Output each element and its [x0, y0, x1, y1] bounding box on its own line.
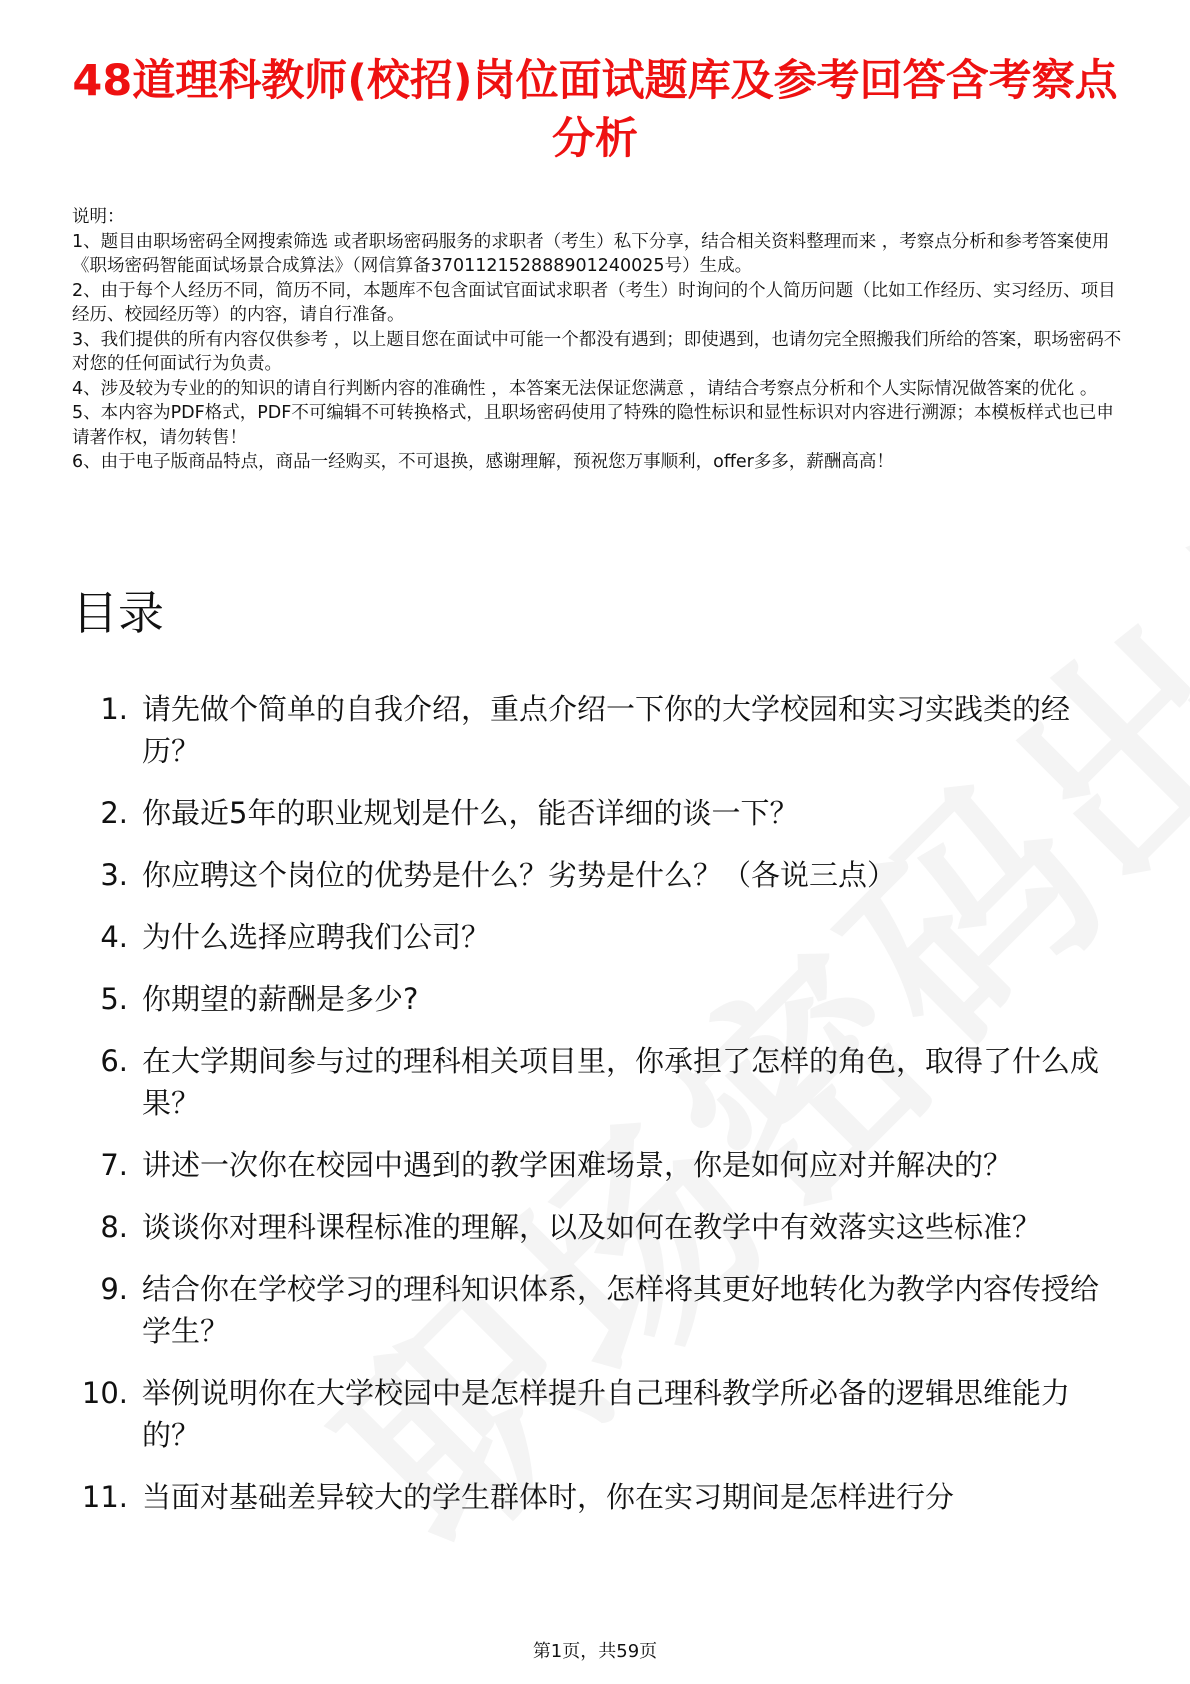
toc-item-number: 3.	[100, 858, 128, 892]
toc-item-text: 你最近5年的职业规划是什么，能否详细的谈一下？	[142, 796, 799, 830]
toc-item-text: 谈谈你对理科课程标准的理解，以及如何在教学中有效落实这些标准？	[142, 1210, 1042, 1244]
note-item-5: 5、本内容为PDF格式，PDF不可编辑不可转换格式，且职场密码使用了特殊的隐性标识和显性标识对内容进行溯源；本模板样式也已申请著作权，请勿转售！	[72, 403, 1114, 448]
toc-item[interactable]	[60, 1268, 1120, 1352]
toc-item-number: 11.	[81, 1480, 128, 1514]
toc-item-text: 你期望的薪酬是多少?	[142, 982, 419, 1016]
toc-item-text: 讲述一次你在校园中遇到的教学困难场景，你是如何应对并解决的？	[142, 1148, 1013, 1182]
toc-item[interactable]	[60, 1040, 1120, 1124]
note-item-3: 3、我们提供的所有内容仅供参考 ，以上题目您在面试中可能一个都没有遇到；即使遇到，也请勿完全照搬我们所给的答案，职场密码不对您的任何面试行为负责。	[72, 329, 1122, 374]
notes-section	[72, 205, 1122, 475]
toc-item-text: 结合你在学校学习的理科知识体系，怎样将其更好地转化为教学内容传授给学生？	[142, 1272, 1100, 1348]
note-item-1: 1、题目由职场密码全网搜索筛选 或者职场密码服务的求职者（考生）私下分享，结合相关资料整理而来 ，考察点分析和参考答案使用《职场密码智能面试场景合成算法》（网信算备370112152888901240025号）生成。	[72, 231, 1110, 276]
notes-heading: 说明：	[72, 207, 125, 227]
note-item-2: 2、由于每个人经历不同，简历不同，本题库不包含面试官面试求职者（考生）时询问的个人简历问题（比如工作经历、实习经历、项目经历、校园经历等）的内容，请自行准备。	[72, 280, 1116, 325]
page-footer: 第1页，共59页	[532, 1641, 658, 1662]
document-title: 48道理科教师(校招)岗位面试题库及参考回答含考察点分析	[72, 56, 1118, 164]
toc-item-text: 在大学期间参与过的理科相关项目里，你承担了怎样的角色，取得了什么成果？	[142, 1044, 1100, 1120]
toc-item-text: 你应聘这个岗位的优势是什么？劣势是什么？（各说三点）	[142, 858, 897, 892]
toc-item-number: 5.	[100, 982, 128, 1016]
toc-item[interactable]	[60, 978, 1120, 1020]
toc-item-number: 4.	[100, 920, 128, 954]
toc-item-text: 请先做个简单的自我介绍，重点介绍一下你的大学校园和实习实践类的经历？	[142, 692, 1071, 768]
toc-item-text: 举例说明你在大学校园中是怎样提升自己理科教学所必备的逻辑思维能力的？	[142, 1376, 1071, 1452]
toc-item[interactable]	[60, 916, 1120, 958]
toc-item-number: 2.	[100, 796, 128, 830]
toc-item[interactable]	[60, 792, 1120, 834]
toc-heading: 目录	[72, 586, 164, 640]
toc-item[interactable]	[60, 1372, 1120, 1456]
toc-item[interactable]	[60, 1206, 1120, 1248]
toc-item-text: 为什么选择应聘我们公司？	[142, 920, 491, 954]
toc-item-number: 10.	[81, 1376, 128, 1410]
toc-item-number: 6.	[100, 1044, 128, 1078]
toc-item-number: 1.	[100, 692, 128, 726]
note-item-4: 4、涉及较为专业的的知识的请自行判断内容的准确性 ，本答案无法保证您满意 ，请结合考察点分析和个人实际情况做答案的优化 。	[72, 378, 1098, 399]
toc-item-number: 8.	[100, 1210, 128, 1244]
toc-item-number: 7.	[100, 1148, 128, 1182]
toc-item-text: 当面对基础差异较大的学生群体时，你在实习期间是怎样进行分	[142, 1480, 955, 1514]
toc-item[interactable]	[60, 688, 1120, 772]
toc-list	[60, 688, 1120, 1538]
toc-item[interactable]	[60, 1476, 1120, 1518]
note-item-6: 6、由于电子版商品特点，商品一经购买，不可退换，感谢理解，预祝您万事顺利，offer多多，薪酬高高！	[72, 452, 894, 472]
toc-item[interactable]	[60, 854, 1120, 896]
toc-item[interactable]	[60, 1144, 1120, 1186]
toc-item-number: 9.	[100, 1272, 128, 1306]
